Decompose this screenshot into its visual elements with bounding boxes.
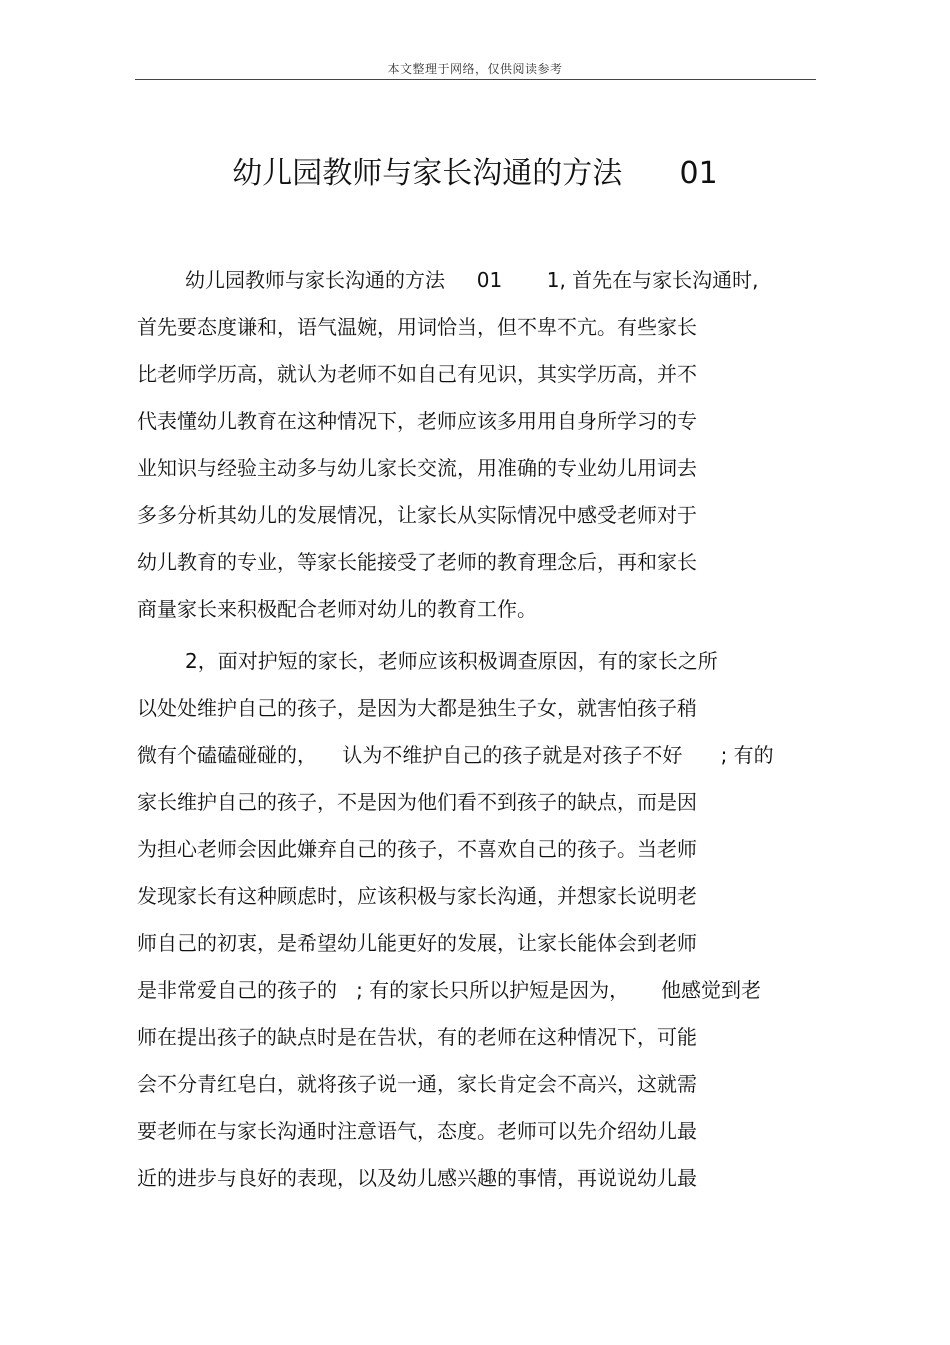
- page-header-note: 本文整理于网络，仅供阅读参考: [387, 62, 563, 76]
- body-line: 业知识与经验主动多与幼儿家长交流，用准确的专业幼儿用词去: [137, 456, 697, 480]
- body-line: 为担心老师会因此嫌弃自己的孩子，不喜欢自己的孩子。当老师: [137, 837, 697, 861]
- body-line: 多多分析其幼儿的发展情况，让家长从实际情况中感受老师对于: [137, 503, 697, 527]
- body-line: 首先要态度谦和，语气温婉，用词恰当，但不卑不亢。有些家长: [137, 315, 697, 339]
- body-line: 幼儿教育的专业，等家长能接受了老师的教育理念后，再和家长: [137, 550, 697, 574]
- body-line: 家长维护自己的孩子，不是因为他们看不到孩子的缺点，而是因: [137, 790, 697, 814]
- body-line: 微有个磕磕碰碰的， 认为不维护自己的孩子就是对孩子不好 ; 有的: [137, 743, 774, 767]
- body-line: 代表懂幼儿教育在这种情况下，老师应该多用用自身所学习的专: [137, 409, 697, 433]
- body-line: 2，面对护短的家长，老师应该积极调查原因，有的家长之所: [185, 649, 718, 673]
- body-line: 比老师学历高，就认为老师不如自己有见识，其实学历高，并不: [137, 362, 697, 386]
- body-line: 以处处维护自己的孩子，是因为大都是独生子女，就害怕孩子稍: [137, 696, 697, 720]
- body-line: 商量家长来积极配合老师对幼儿的教育工作。: [137, 597, 537, 621]
- body-line: 师在提出孩子的缺点时是在告状，有的老师在这种情况下，可能: [137, 1025, 697, 1049]
- body-line: 会不分青红皂白，就将孩子说一通，家长肯定会不高兴，这就需: [137, 1072, 697, 1096]
- document-title: 幼儿园教师与家长沟通的方法 01: [232, 156, 718, 191]
- body-line: 要老师在与家长沟通时注意语气，态度。老师可以先介绍幼儿最: [137, 1119, 697, 1143]
- body-line: 师自己的初衷，是希望幼儿能更好的发展，让家长能体会到老师: [137, 931, 697, 955]
- body-line: 幼儿园教师与家长沟通的方法 01 1, 首先在与家长沟通时,: [185, 268, 759, 292]
- body-line: 是非常爱自己的孩子的 ; 有的家长只所以护短是因为， 他感觉到老: [137, 978, 761, 1002]
- body-line: 近的进步与良好的表现，以及幼儿感兴趣的事情，再说说幼儿最: [137, 1166, 697, 1190]
- body-line: 发现家长有这种顾虑时，应该积极与家长沟通，并想家长说明老: [137, 884, 697, 908]
- header-divider: [135, 79, 816, 80]
